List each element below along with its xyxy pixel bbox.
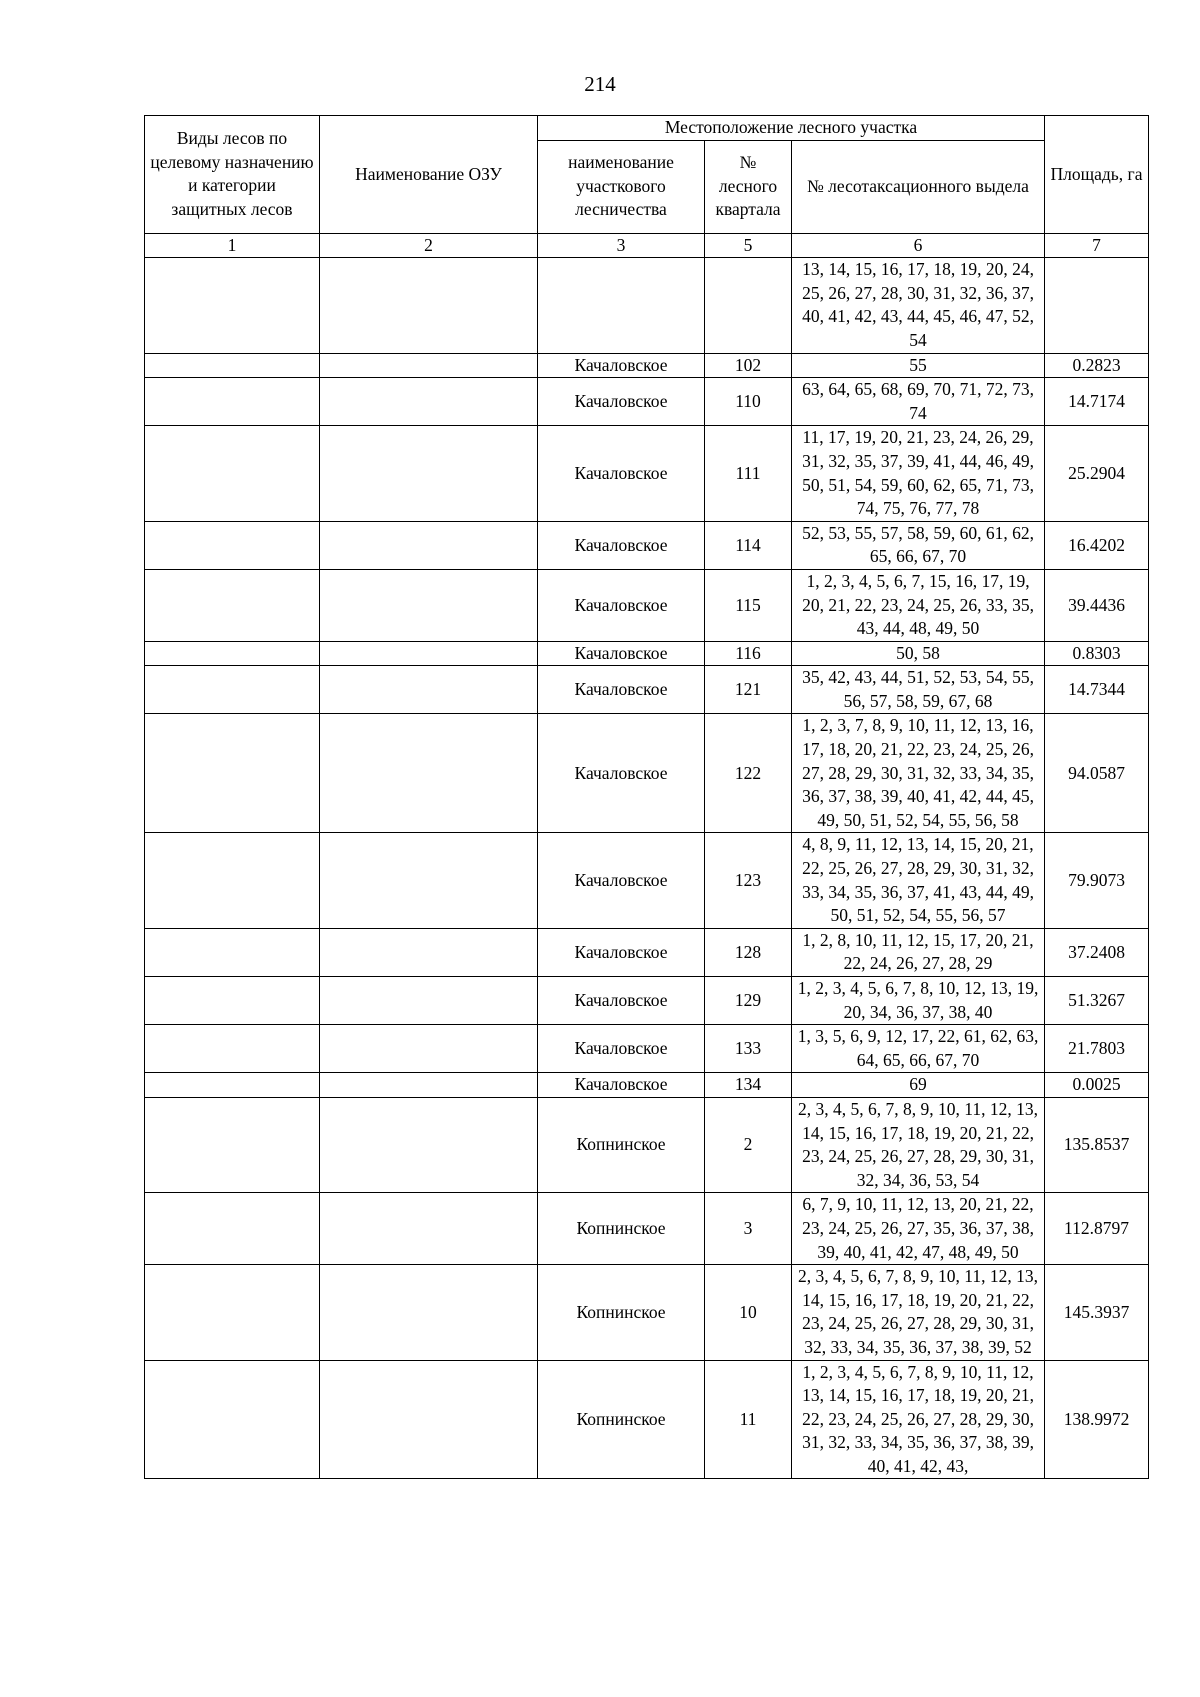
cell-ozu-name [320, 1025, 538, 1073]
column-number: 3 [538, 233, 705, 258]
cell-vydels: 4, 8, 9, 11, 12, 13, 14, 15, 20, 21, 22, 25, 26, 27, 28, 29, 30, 31, 32, 33, 34, 35, 36, 37, 41, 43, 44, 49, 50, 51, 52, 54, 55, 56, 57 [792, 833, 1045, 928]
cell-district: Копнинское [538, 1265, 705, 1360]
cell-area: 51.3267 [1045, 977, 1149, 1025]
table-row [145, 833, 1149, 928]
cell-district: Качаловское [538, 977, 705, 1025]
header-vydel-no: № лесотаксационного выдела [792, 140, 1045, 233]
cell-forest-type [145, 1265, 320, 1360]
cell-quarter: 110 [705, 378, 792, 426]
cell-vydels: 2, 3, 4, 5, 6, 7, 8, 9, 10, 11, 12, 13, 14, 15, 16, 17, 18, 19, 20, 21, 22, 23, 24, 25, 26, 27, 28, 29, 30, 31, 32, 34, 36, 53, 54 [792, 1097, 1045, 1192]
cell-ozu-name [320, 521, 538, 569]
cell-quarter: 133 [705, 1025, 792, 1073]
cell-forest-type [145, 977, 320, 1025]
cell-quarter: 128 [705, 928, 792, 976]
cell-district: Качаловское [538, 426, 705, 521]
cell-area: 21.7803 [1045, 1025, 1149, 1073]
cell-quarter: 122 [705, 714, 792, 833]
cell-quarter: 116 [705, 641, 792, 666]
table-row [145, 353, 1149, 378]
header-area: Площадь, га [1045, 116, 1149, 234]
cell-quarter: 114 [705, 521, 792, 569]
cell-area: 0.8303 [1045, 641, 1149, 666]
cell-forest-type [145, 1193, 320, 1265]
cell-quarter: 129 [705, 977, 792, 1025]
cell-ozu-name [320, 353, 538, 378]
table-row [145, 1025, 1149, 1073]
cell-ozu-name [320, 378, 538, 426]
cell-ozu-name [320, 1097, 538, 1192]
cell-area: 112.8797 [1045, 1193, 1149, 1265]
cell-forest-type [145, 426, 320, 521]
cell-ozu-name [320, 833, 538, 928]
table-row [145, 569, 1149, 641]
cell-district: Качаловское [538, 666, 705, 714]
cell-quarter: 123 [705, 833, 792, 928]
cell-area: 14.7174 [1045, 378, 1149, 426]
header-forest-types: Виды лесов по целевому назначению и категории защитных лесов [145, 116, 320, 234]
cell-area: 16.4202 [1045, 521, 1149, 569]
cell-quarter: 134 [705, 1073, 792, 1098]
cell-district: Копнинское [538, 1360, 705, 1479]
cell-forest-type [145, 641, 320, 666]
cell-forest-type [145, 666, 320, 714]
forest-plots-table [144, 115, 1149, 1479]
cell-ozu-name [320, 258, 538, 353]
cell-ozu-name [320, 977, 538, 1025]
cell-forest-type [145, 1073, 320, 1098]
cell-forest-type [145, 833, 320, 928]
cell-vydels: 1, 2, 3, 4, 5, 6, 7, 15, 16, 17, 19, 20, 21, 22, 23, 24, 25, 26, 33, 35, 43, 44, 48, 49, 50 [792, 569, 1045, 641]
cell-quarter: 11 [705, 1360, 792, 1479]
cell-ozu-name [320, 928, 538, 976]
cell-ozu-name [320, 426, 538, 521]
table-row [145, 666, 1149, 714]
cell-vydels: 1, 2, 3, 4, 5, 6, 7, 8, 9, 10, 11, 12, 13, 14, 15, 16, 17, 18, 19, 20, 21, 22, 23, 24, 25, 26, 27, 28, 29, 30, 31, 32, 33, 34, 35, 36, 37, 38, 39, 40, 41, 42, 43, [792, 1360, 1045, 1479]
table-row [145, 521, 1149, 569]
cell-area: 14.7344 [1045, 666, 1149, 714]
cell-quarter: 3 [705, 1193, 792, 1265]
table-row [145, 426, 1149, 521]
cell-forest-type [145, 521, 320, 569]
cell-district: Качаловское [538, 378, 705, 426]
cell-forest-type [145, 353, 320, 378]
table-row [145, 1360, 1149, 1479]
cell-area: 37.2408 [1045, 928, 1149, 976]
cell-area: 0.2823 [1045, 353, 1149, 378]
cell-ozu-name [320, 714, 538, 833]
cell-vydels: 11, 17, 19, 20, 21, 23, 24, 26, 29, 31, 32, 35, 37, 39, 41, 44, 46, 49, 50, 51, 54, 59, 60, 62, 65, 71, 73, 74, 75, 76, 77, 78 [792, 426, 1045, 521]
cell-ozu-name [320, 1193, 538, 1265]
cell-vydels: 52, 53, 55, 57, 58, 59, 60, 61, 62, 65, 66, 67, 70 [792, 521, 1045, 569]
header-district-name: наименование участкового лесничества [538, 140, 705, 233]
cell-ozu-name [320, 1265, 538, 1360]
column-number: 7 [1045, 233, 1149, 258]
cell-area [1045, 258, 1149, 353]
cell-vydels: 55 [792, 353, 1045, 378]
cell-district: Копнинское [538, 1193, 705, 1265]
cell-district: Качаловское [538, 833, 705, 928]
cell-vydels: 6, 7, 9, 10, 11, 12, 13, 20, 21, 22, 23, 24, 25, 26, 27, 35, 36, 37, 38, 39, 40, 41, 42, 47, 48, 49, 50 [792, 1193, 1045, 1265]
cell-vydels: 1, 2, 3, 4, 5, 6, 7, 8, 10, 12, 13, 19, 20, 34, 36, 37, 38, 40 [792, 977, 1045, 1025]
table-row [145, 714, 1149, 833]
cell-area: 138.9972 [1045, 1360, 1149, 1479]
cell-vydels: 13, 14, 15, 16, 17, 18, 19, 20, 24, 25, 26, 27, 28, 30, 31, 32, 36, 37, 40, 41, 42, 43, 44, 45, 46, 47, 52, 54 [792, 258, 1045, 353]
table-body [145, 258, 1149, 1479]
table-row [145, 1193, 1149, 1265]
column-number: 2 [320, 233, 538, 258]
cell-vydels: 2, 3, 4, 5, 6, 7, 8, 9, 10, 11, 12, 13, 14, 15, 16, 17, 18, 19, 20, 21, 22, 23, 24, 25, 26, 27, 28, 29, 30, 31, 32, 33, 34, 35, 36, 37, 38, 39, 52 [792, 1265, 1045, 1360]
cell-area: 79.9073 [1045, 833, 1149, 928]
table-row [145, 641, 1149, 666]
cell-ozu-name [320, 666, 538, 714]
cell-ozu-name [320, 1360, 538, 1479]
table-row [145, 1265, 1149, 1360]
cell-district: Качаловское [538, 521, 705, 569]
cell-area: 0.0025 [1045, 1073, 1149, 1098]
table-row [145, 1073, 1149, 1098]
cell-ozu-name [320, 569, 538, 641]
cell-quarter: 111 [705, 426, 792, 521]
cell-district: Качаловское [538, 1073, 705, 1098]
table-row [145, 977, 1149, 1025]
column-number: 5 [705, 233, 792, 258]
cell-vydels: 63, 64, 65, 68, 69, 70, 71, 72, 73, 74 [792, 378, 1045, 426]
cell-vydels: 1, 3, 5, 6, 9, 12, 17, 22, 61, 62, 63, 64, 65, 66, 67, 70 [792, 1025, 1045, 1073]
cell-district: Качаловское [538, 928, 705, 976]
cell-district: Качаловское [538, 641, 705, 666]
cell-quarter: 102 [705, 353, 792, 378]
cell-forest-type [145, 258, 320, 353]
cell-quarter: 10 [705, 1265, 792, 1360]
cell-district: Копнинское [538, 1097, 705, 1192]
cell-area: 145.3937 [1045, 1265, 1149, 1360]
cell-area: 94.0587 [1045, 714, 1149, 833]
header-quarter-no: № лесного квартала [705, 140, 792, 233]
cell-district: Качаловское [538, 569, 705, 641]
cell-forest-type [145, 378, 320, 426]
cell-ozu-name [320, 1073, 538, 1098]
cell-quarter: 2 [705, 1097, 792, 1192]
table-row [145, 378, 1149, 426]
cell-forest-type [145, 928, 320, 976]
cell-vydels: 1, 2, 3, 7, 8, 9, 10, 11, 12, 13, 16, 17, 18, 20, 21, 22, 23, 24, 25, 26, 27, 28, 29, 30, 31, 32, 33, 34, 35, 36, 37, 38, 39, 40, 41, 42, 44, 45, 49, 50, 51, 52, 54, 55, 56, 58 [792, 714, 1045, 833]
cell-forest-type [145, 569, 320, 641]
cell-quarter: 115 [705, 569, 792, 641]
column-number-row [145, 233, 1149, 258]
cell-vydels: 69 [792, 1073, 1045, 1098]
cell-area: 39.4436 [1045, 569, 1149, 641]
cell-vydels: 1, 2, 8, 10, 11, 12, 15, 17, 20, 21, 22, 24, 26, 27, 28, 29 [792, 928, 1045, 976]
table-row [145, 1097, 1149, 1192]
table-row [145, 258, 1149, 353]
header-location: Местоположение лесного участка [538, 116, 1045, 141]
cell-vydels: 50, 58 [792, 641, 1045, 666]
cell-quarter [705, 258, 792, 353]
header-ozu-name: Наименование ОЗУ [320, 116, 538, 234]
cell-quarter: 121 [705, 666, 792, 714]
cell-forest-type [145, 1025, 320, 1073]
cell-area: 135.8537 [1045, 1097, 1149, 1192]
cell-area: 25.2904 [1045, 426, 1149, 521]
cell-district: Качаловское [538, 714, 705, 833]
column-number: 1 [145, 233, 320, 258]
cell-forest-type [145, 1360, 320, 1479]
column-number: 6 [792, 233, 1045, 258]
cell-forest-type [145, 714, 320, 833]
cell-forest-type [145, 1097, 320, 1192]
cell-vydels: 35, 42, 43, 44, 51, 52, 53, 54, 55, 56, 57, 58, 59, 67, 68 [792, 666, 1045, 714]
cell-district [538, 258, 705, 353]
cell-district: Качаловское [538, 353, 705, 378]
cell-district: Качаловское [538, 1025, 705, 1073]
cell-ozu-name [320, 641, 538, 666]
table-row [145, 928, 1149, 976]
page-number: 214 [584, 72, 616, 96]
